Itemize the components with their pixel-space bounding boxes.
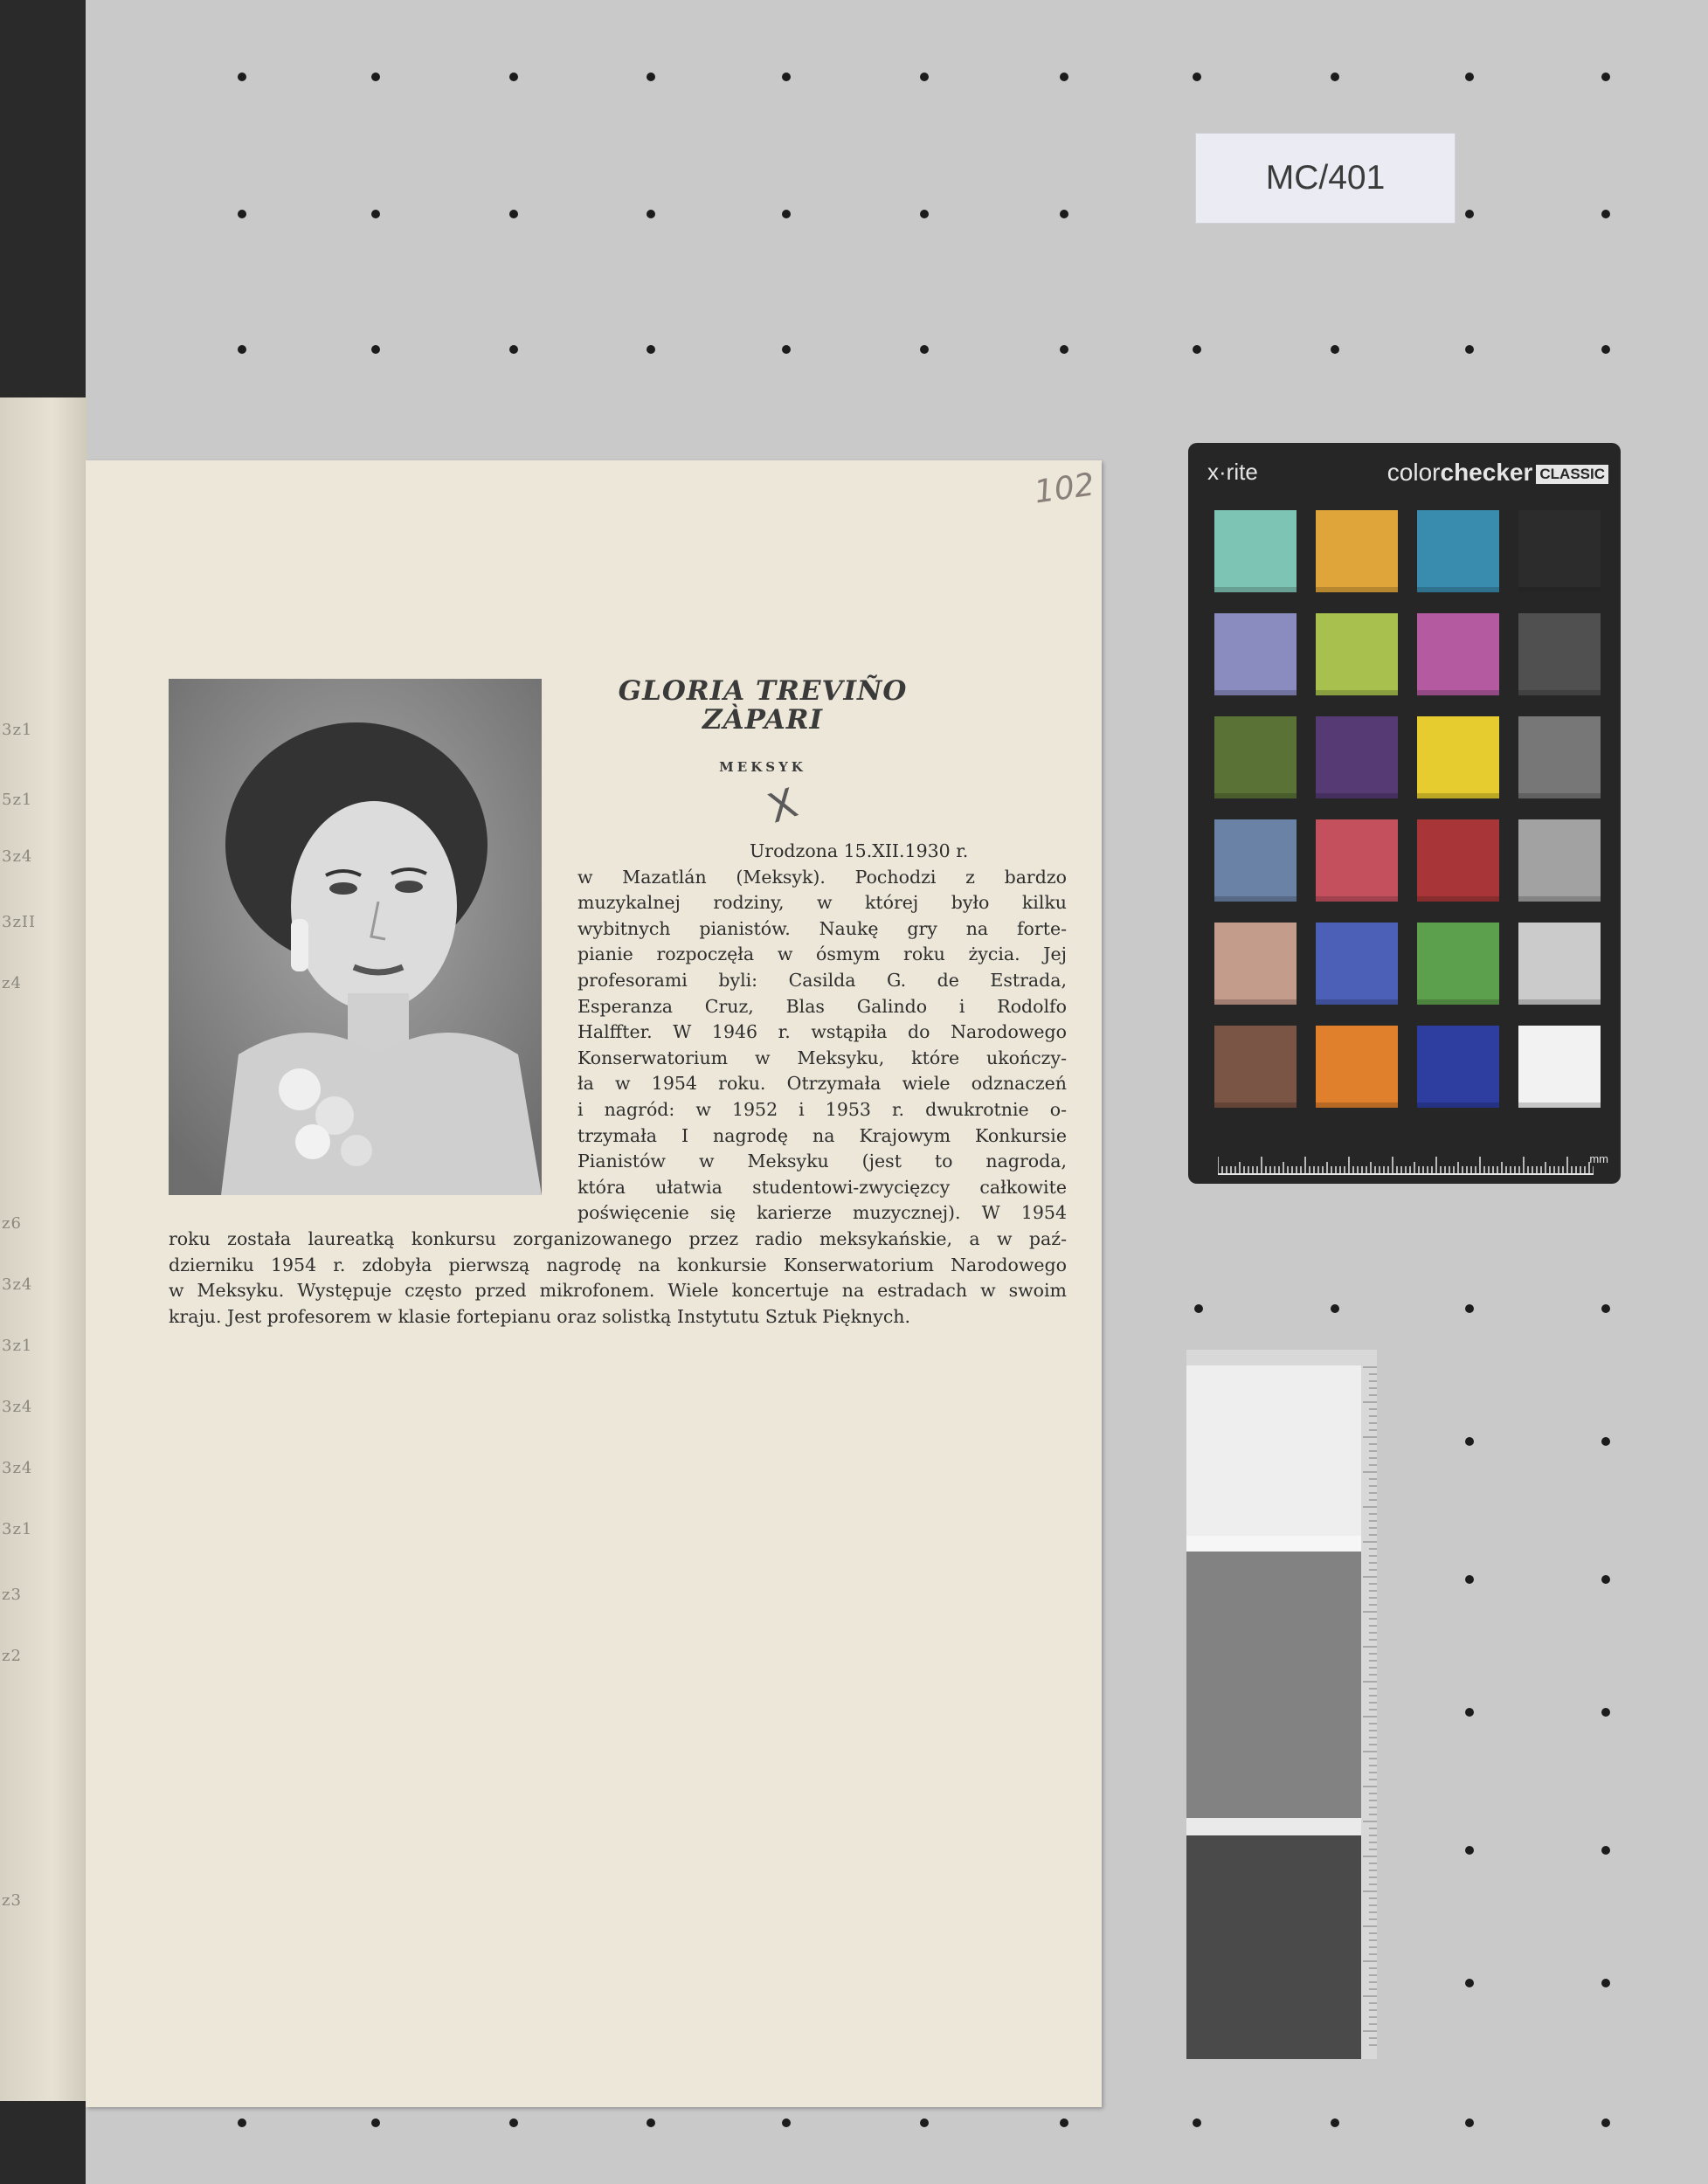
pegboard-hole [1465, 73, 1474, 81]
brand-bold: checker [1440, 459, 1533, 486]
color-swatch [1518, 613, 1601, 695]
facing-page-mark: z3 [2, 1891, 22, 1910]
color-checker-card [1188, 443, 1621, 1184]
facing-page-mark: z2 [2, 1647, 22, 1665]
pegboard-hole [1601, 73, 1610, 81]
pegboard-hole [371, 73, 380, 81]
bio-line: Esperanza Cruz, Blas Galindo i Rodolfo [577, 995, 1067, 1017]
bio-line: Konserwatorium w Meksyku, które ukończy- [577, 1047, 1067, 1068]
pegboard-hole [1601, 210, 1610, 218]
pegboard-hole [1060, 73, 1068, 81]
bio-line: poświęcenie się karierze muzycznej). W 1954 [577, 1202, 1067, 1224]
pegboard-hole [1601, 1304, 1610, 1313]
facing-page-mark: 3z1 [2, 1337, 33, 1355]
color-swatch [1518, 923, 1601, 1005]
pegboard-hole [1193, 2118, 1201, 2127]
grayscale-target [1186, 1350, 1377, 2059]
bio-line: która ułatwia studentowi-zwycięzcy całkowite [577, 1176, 1067, 1198]
gray-patch-white [1186, 1365, 1361, 1536]
color-swatch [1214, 1026, 1297, 1108]
bio-line: trzymała I nagrodę na Krajowym Konkursie [577, 1124, 1067, 1146]
pegboard-hole [238, 345, 246, 354]
pegboard-hole [920, 73, 929, 81]
pegboard-hole [1060, 2118, 1068, 2127]
pegboard-hole [1060, 345, 1068, 354]
color-swatch [1214, 613, 1297, 695]
color-swatch [1316, 510, 1398, 592]
color-swatch [1316, 613, 1398, 695]
bio-line: wybitnych pianistów. Naukę gry na forte- [577, 917, 1067, 939]
pegboard-hole [371, 345, 380, 354]
xrite-logo: x·rite [1207, 459, 1258, 485]
pegboard-hole [238, 210, 246, 218]
pegboard-hole [1465, 1304, 1474, 1313]
person-name [566, 677, 959, 735]
pegboard-hole [371, 2118, 380, 2127]
country-label: MEKSYK [719, 759, 806, 775]
color-swatch [1417, 923, 1499, 1005]
pegboard-hole [782, 73, 791, 81]
pegboard-hole [1465, 345, 1474, 354]
color-swatch [1417, 613, 1499, 695]
pegboard-hole [647, 345, 655, 354]
pegboard-hole [1465, 1708, 1474, 1717]
color-swatch [1518, 510, 1601, 592]
gray-patch-mid [1186, 1552, 1361, 1818]
color-swatch [1518, 1026, 1601, 1108]
pegboard-hole [647, 210, 655, 218]
gray-patch-light [1186, 1536, 1361, 1552]
classic-badge: CLASSIC [1536, 465, 1608, 484]
pegboard-hole [1465, 210, 1474, 218]
pegboard-hole [1601, 1846, 1610, 1855]
brand-light: color [1386, 459, 1441, 486]
color-swatch [1316, 1026, 1398, 1108]
pegboard-hole [1465, 2118, 1474, 2127]
bio-line: dzierniku 1954 r. zdobyła pierwszą nagrodę na konkursie Konserwatorium Narodowego [169, 1254, 1067, 1275]
bio-line: Halffter. W 1946 r. wstąpiła do Narodowego [577, 1021, 1067, 1043]
pegboard-hole [371, 210, 380, 218]
color-swatch [1417, 510, 1499, 592]
gray-patch-dark [1186, 1835, 1361, 2059]
pegboard-hole [920, 2118, 929, 2127]
pegboard-hole [1601, 2118, 1610, 2127]
facing-page-mark: z4 [2, 974, 22, 992]
color-swatch [1417, 1026, 1499, 1108]
pegboard-hole [782, 210, 791, 218]
colorchecker-logo [1387, 459, 1608, 487]
bio-line: w Mazatlán (Meksyk). Pochodzi z bardzo [577, 866, 1067, 888]
pegboard-hole [1331, 1304, 1339, 1313]
pegboard-hole [509, 345, 518, 354]
facing-page-mark: 3z4 [2, 1459, 33, 1477]
pegboard-hole [782, 2118, 791, 2127]
catalog-label: MC/401 [1195, 133, 1456, 224]
bio-line: i nagród: w 1952 i 1953 r. dwukrotnie o- [577, 1099, 1067, 1120]
bio-line: roku została laureatką konkursu zorganizowanego przez radio meksykańskie, a w paź- [169, 1228, 1067, 1249]
color-swatch [1316, 716, 1398, 798]
color-swatch [1214, 819, 1297, 902]
handwritten-x-mark: X [762, 778, 804, 833]
pegboard-hole [1194, 1304, 1203, 1313]
ruler-unit: mm [1589, 1152, 1608, 1165]
pegboard-hole [1465, 1846, 1474, 1855]
facing-page-mark: 3z1 [2, 721, 33, 739]
facing-page-mark: z6 [2, 1214, 22, 1233]
mm-ruler [1218, 1156, 1594, 1175]
facing-page-mark: 3z4 [2, 1275, 33, 1294]
pegboard-hole [1060, 210, 1068, 218]
pegboard-hole [1193, 345, 1201, 354]
gray-patch-separator [1186, 1818, 1361, 1835]
color-swatch [1214, 923, 1297, 1005]
color-swatch [1316, 923, 1398, 1005]
color-swatch [1316, 819, 1398, 902]
bio-line: w Meksyku. Występuje często przed mikrofonem. Wiele koncertuje na estradach w swoim [169, 1280, 1067, 1302]
pegboard-hole [1601, 1437, 1610, 1446]
name-line-1: GLORIA TREVIÑO [618, 675, 908, 707]
grayscale-ruler [1361, 1350, 1377, 2059]
pegboard-hole [1465, 1575, 1474, 1584]
pegboard-hole [1331, 73, 1339, 81]
pegboard-hole [647, 73, 655, 81]
facing-page-edge [0, 397, 87, 2101]
bio-line: muzykalnej rodziny, w której było kilku [577, 892, 1067, 914]
color-swatch [1214, 716, 1297, 798]
pegboard-hole [509, 2118, 518, 2127]
pegboard-hole [238, 73, 246, 81]
bio-line: pianie rozpoczęła w ósmym roku życia. Jej [577, 943, 1067, 965]
bio-line: Pianistów w Meksyku (jest to nagroda, [577, 1151, 1067, 1172]
name-line-2: ZÀPARI [702, 704, 824, 736]
facing-page-mark: 5z1 [2, 791, 33, 809]
facing-page-mark: z3 [2, 1586, 22, 1604]
facing-page-mark: 3z4 [2, 847, 33, 866]
color-swatch [1417, 716, 1499, 798]
pegboard-hole [1601, 1979, 1610, 1987]
facing-page-mark: 3zII [2, 913, 37, 931]
pegboard-hole [1331, 2118, 1339, 2127]
bio-line: Urodzona 15.XII.1930 r. [750, 840, 969, 861]
portrait-photo [169, 679, 542, 1195]
handwritten-page-number: 102 [1032, 467, 1097, 511]
pegboard-hole [1465, 1979, 1474, 1987]
facing-page-mark: 3z4 [2, 1398, 33, 1416]
book-page [86, 460, 1102, 2107]
color-swatch [1417, 819, 1499, 902]
pegboard-hole [1193, 73, 1201, 81]
pegboard-hole [509, 73, 518, 81]
pegboard-hole [1331, 345, 1339, 354]
pegboard-hole [782, 345, 791, 354]
color-swatch [1214, 510, 1297, 592]
color-swatch [1518, 819, 1601, 902]
pegboard-hole [1601, 1708, 1610, 1717]
pegboard-hole [920, 345, 929, 354]
pegboard-hole [1465, 1437, 1474, 1446]
pegboard-hole [1601, 345, 1610, 354]
pegboard-hole [1601, 1575, 1610, 1584]
facing-page-mark: 3z1 [2, 1520, 33, 1538]
pegboard-hole [238, 2118, 246, 2127]
pegboard-hole [920, 210, 929, 218]
bio-line: ła w 1954 roku. Otrzymała wiele odznaczeń [577, 1073, 1067, 1095]
bio-line: profesorami byli: Casilda G. de Estrada, [577, 970, 1067, 991]
bio-line: kraju. Jest profesorem w klasie fortepianu oraz solistką Instytutu Sztuk Pięknych. [169, 1305, 911, 1327]
color-swatch [1518, 716, 1601, 798]
pegboard-hole [509, 210, 518, 218]
pegboard-hole [647, 2118, 655, 2127]
